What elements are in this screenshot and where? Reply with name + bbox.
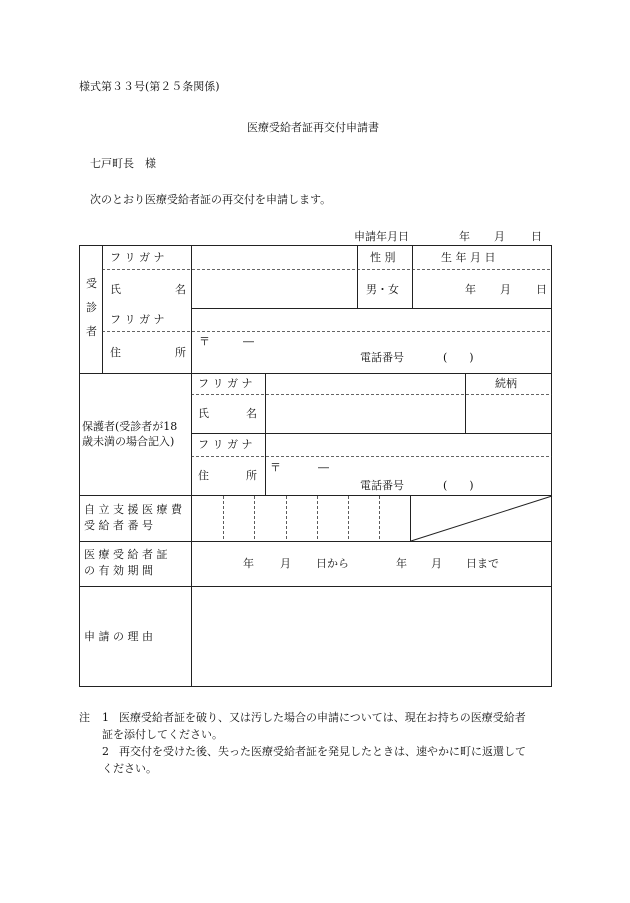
patient-name-label-2: 名 — [175, 283, 186, 296]
birthdate-header: 生 年 月 日 — [441, 251, 496, 264]
patient-section-label-3: 者 — [86, 325, 97, 338]
addressee: 七戸町長 様 — [90, 157, 156, 170]
guardian-address-label-2: 所 — [246, 469, 257, 482]
note-1-line2: 証を添付してください。 — [102, 728, 223, 741]
application-date-month: 月 — [494, 230, 505, 243]
application-date-day: 日 — [531, 230, 542, 243]
guardian-relationship-label: 続柄 — [495, 377, 517, 390]
validity-label-line2: の 有 効 期 間 — [84, 564, 153, 577]
form-number: 様式第３３号(第２５条関係) — [79, 80, 220, 93]
note-2-number: 2 — [102, 745, 109, 758]
application-date-label: 申請年月日 — [354, 230, 409, 243]
validity-from-day: 日から — [316, 557, 349, 570]
patient-phone-label: 電話番号 — [360, 351, 404, 364]
validity-to-day: 日まで — [466, 557, 499, 570]
validity-to-year: 年 — [396, 557, 407, 570]
recipient-number-label-line2: 受 給 者 番 号 — [84, 519, 153, 532]
validity-to-month: 月 — [431, 557, 442, 570]
validity-label-line1: 医 療 受 給 者 証 — [84, 548, 168, 561]
validity-from-month: 月 — [280, 557, 291, 570]
guardian-postal-dash: ― — [318, 461, 329, 474]
guardian-address-label-1: 住 — [198, 469, 209, 482]
patient-postal-mark: 〒 — [199, 335, 210, 348]
patient-section-label-1: 受 — [86, 277, 97, 290]
patient-address-label-2: 所 — [175, 346, 186, 359]
notes-prefix: 注 — [79, 711, 90, 724]
patient-address-label-1: 住 — [110, 346, 121, 359]
application-date-year: 年 — [459, 230, 470, 243]
guardian-furigana-label: フ リ ガ ナ — [198, 377, 253, 390]
patient-section-label-2: 診 — [86, 301, 97, 314]
gender-header: 性 別 — [370, 251, 396, 264]
patient-address-furigana-label: フ リ ガ ナ — [110, 313, 165, 326]
birthdate-year: 年 — [465, 283, 476, 296]
birthdate-month: 月 — [500, 283, 511, 296]
guardian-phone-parens: ( ) — [443, 479, 474, 492]
note-1-line1: 医療受給者証を破り、又は汚した場合の申請については、現在お持ちの医療受給者 — [119, 711, 526, 724]
guardian-phone-label: 電話番号 — [360, 479, 404, 492]
guardian-postal-mark: 〒 — [270, 461, 281, 474]
guardian-label-line2: 歳未満の場合記入) — [82, 435, 175, 448]
patient-phone-parens: ( ) — [443, 351, 474, 364]
guardian-label-line1: 保護者(受診者が18 — [82, 420, 178, 433]
patient-furigana-label: フ リ ガ ナ — [110, 251, 165, 264]
intro-text: 次のとおり医療受給者証の再交付を申請します。 — [90, 193, 332, 206]
patient-postal-dash: ― — [243, 335, 254, 348]
reason-label: 申 請 の 理 由 — [84, 630, 153, 643]
gender-value: 男・女 — [366, 283, 399, 296]
guardian-address-furigana-label: フ リ ガ ナ — [198, 438, 253, 451]
form-title: 医療受給者証再交付申請書 — [247, 121, 379, 134]
guardian-name-label-2: 名 — [246, 407, 257, 420]
birthdate-day: 日 — [536, 283, 547, 296]
guardian-name-label-1: 氏 — [198, 407, 209, 420]
recipient-number-label-line1: 自 立 支 援 医 療 費 — [84, 503, 182, 516]
validity-from-year: 年 — [243, 557, 254, 570]
patient-name-label-1: 氏 — [110, 283, 121, 296]
note-2-line1: 再交付を受けた後、失った医療受給者証を発見したときは、速やかに町に返還して — [119, 745, 526, 758]
note-2-line2: ください。 — [102, 762, 157, 775]
note-1-number: 1 — [102, 711, 109, 724]
